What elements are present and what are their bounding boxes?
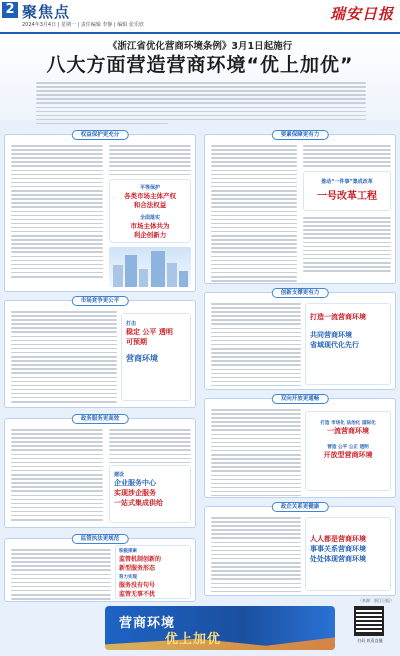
section-rights-title: 权益保护更充分 xyxy=(72,130,129,140)
section-supervision xyxy=(4,538,196,602)
government-callout: 人人都是营商环境 事事关系营商环境 处处体现营商环境 xyxy=(305,517,391,591)
market-callout: 打击 稳定 公平 透明 可预期 营商环境 xyxy=(121,313,191,401)
open-callout: 打造 市场化 法治化 国际化 一流营商环境 营造 公平 公正 透明 开放型营商环境 xyxy=(305,411,391,491)
section-rights-text xyxy=(11,145,103,280)
section-name: 聚焦点 xyxy=(22,3,71,21)
section-rights-text-2 xyxy=(109,145,191,178)
paper-logo: 瑞安日报 xyxy=(329,5,394,23)
rights-callout: 平等保护 各类市场主体产权 和合法权益 全面落实 市场主体共为 利企创新力 xyxy=(109,179,191,243)
section-factors-text-2 xyxy=(303,145,391,170)
section-innovation xyxy=(204,292,396,390)
section-government xyxy=(204,506,396,596)
section-open xyxy=(204,398,396,498)
section-service xyxy=(4,418,196,528)
page-number: 2 xyxy=(2,2,18,18)
kicker: 《浙江省优化营商环境条例》3月1日起施行 xyxy=(107,41,293,52)
section-market-text xyxy=(11,311,117,405)
section-service-text-2 xyxy=(109,429,191,466)
service-callout: 建设 企业服务中心 实现涉企服务 一站式集成供给 xyxy=(109,465,191,523)
rights-illustration xyxy=(109,247,191,287)
footer-banner-line2: 优上加优 xyxy=(165,632,222,647)
section-supervision-title: 监管执法更规范 xyxy=(72,534,129,544)
section-rights xyxy=(4,134,196,292)
section-service-title: 政务服务更高效 xyxy=(72,414,129,424)
section-factors-text xyxy=(211,145,297,284)
section-factors xyxy=(204,134,396,284)
section-innovation-title: 创新支撑更有力 xyxy=(272,288,329,298)
section-open-text xyxy=(211,409,301,499)
section-supervision-text xyxy=(11,549,111,602)
section-market-title: 市场竞争更公平 xyxy=(72,296,129,306)
section-government-text xyxy=(211,517,301,595)
qr-code-icon[interactable] xyxy=(354,606,384,636)
lead-paragraph xyxy=(36,82,366,127)
section-factors-title: 要素保障更有力 xyxy=(272,130,329,140)
qr-caption: 扫码 收看直播 xyxy=(357,638,383,643)
innovation-callout: 打造一流营商环境 共同营商环境 省域现代化先行 xyxy=(305,303,391,385)
title-area xyxy=(0,34,400,120)
section-government-title: 政企关系更健康 xyxy=(272,502,329,512)
footer-banner-line1: 营商环境 xyxy=(119,616,176,631)
factors-callout: 推动“一件事”集成改革 一号改革工程 xyxy=(303,171,391,211)
section-open-title: 双向开放更通畅 xyxy=(272,394,329,404)
masthead xyxy=(0,0,400,34)
headline: 八大方面营造营商环境“优上加优” xyxy=(46,54,354,76)
section-market xyxy=(4,300,196,408)
section-innovation-text xyxy=(211,303,301,389)
section-factors-text-3 xyxy=(303,217,391,274)
source-note: （来源：浙江日报） xyxy=(358,598,394,603)
section-service-text xyxy=(11,429,103,523)
supervision-callout: 积极探索 监管机制创新的 新型服务形态 努力实现 服务没有句号 监管无事不扰 xyxy=(115,545,191,599)
issue-line: 2024年3月4日 | 星期一 | 责任编辑 李静 | 编辑 张乐欣 xyxy=(22,22,144,28)
footer-banner xyxy=(105,606,335,650)
